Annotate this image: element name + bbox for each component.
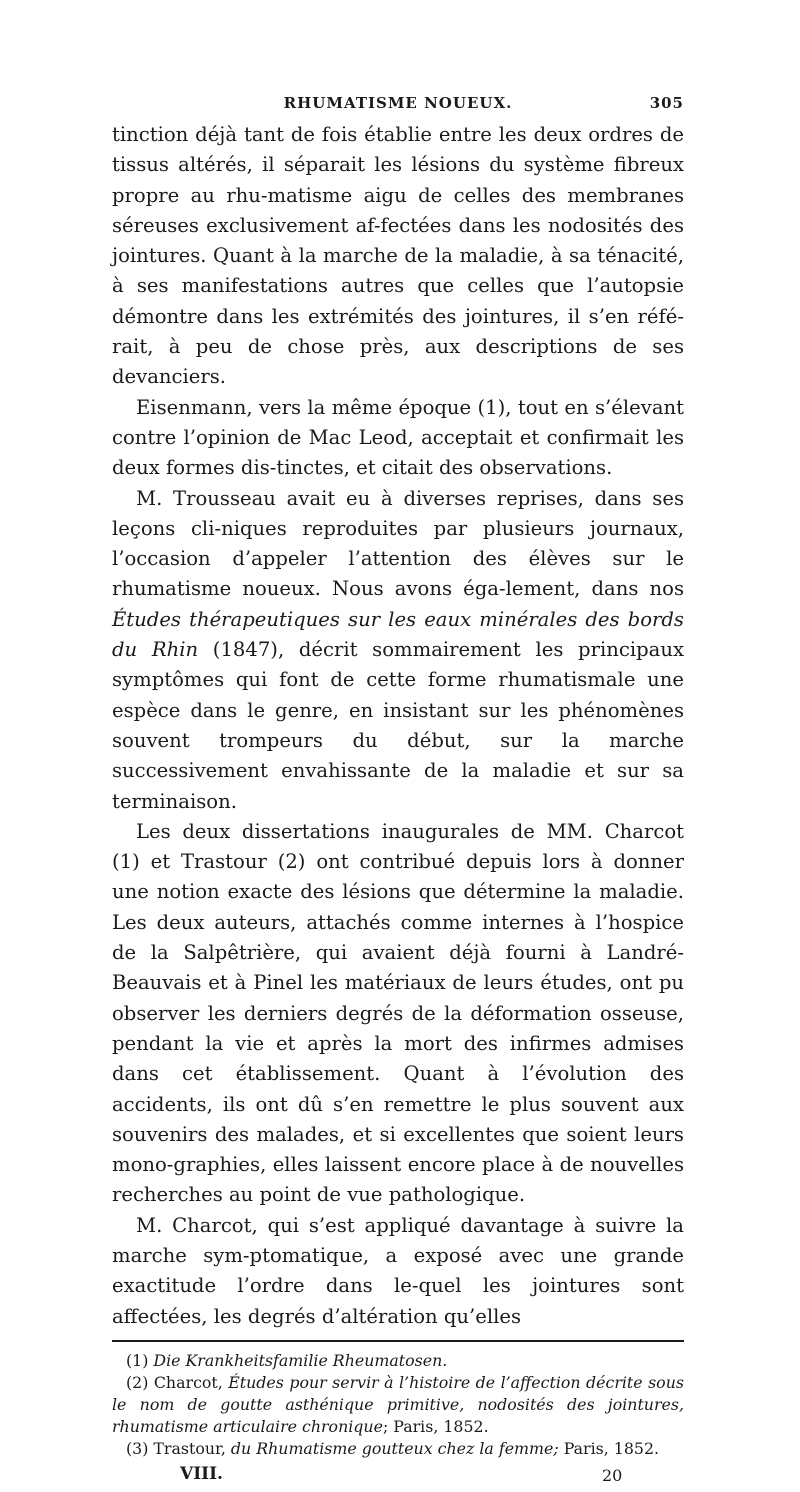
text-run: (1)	[126, 1350, 154, 1370]
text-run: M. Charcot, qui s’est appliqué davantage à suivre la marche sym-ptomatique, a exposé avec une grande exactitude l’ordre dans le-quel les jointures sont affectées, les degrés d’altération qu’elles	[112, 1213, 684, 1328]
text-run: Les deux dissertations inaugurales de MM. Charcot (1) et Trastour (2) ont contribué depuis lors à donner une notion exacte des lésions que détermine la maladie. Les deux auteurs, attachés comme internes à l’hospice de la Salpêtrière, qui avaient déjà fourni à Landré-Beauvais et à Pinel les matériaux de leurs études, ont pu observer les derniers degrés de la déformation osseuse, pendant la vie et après la mort des infirmes admises dans cet établissement. Quant à l’évolution des accidents, ils ont dû s’en remettre le plus souvent aux souvenirs des malades, et si excellentes que soient leurs mono-graphies, elles laissent encore place à de nouvelles recherches au point de vue pathologique.	[112, 819, 684, 1207]
text-run: ; Paris, 1852.	[382, 1416, 489, 1436]
footnotes	[112, 1350, 684, 1460]
text-run: (3) Trastour,	[126, 1438, 231, 1458]
page-number: 305	[649, 94, 684, 112]
book-page	[112, 94, 684, 1492]
volume-signature: VIII.	[180, 1463, 223, 1484]
footnote	[112, 1350, 684, 1372]
paragraph	[112, 1211, 684, 1332]
signature-line	[112, 1462, 684, 1492]
footnote-rule	[112, 1340, 684, 1342]
text-run: Paris, 1852.	[558, 1438, 660, 1458]
italic-text: du Rhumatisme goutteux chez la femme;	[230, 1438, 559, 1458]
text-run: Eisenmann, vers la même époque (1), tout en s’élevant contre l’opinion de Mac Leod, acceptait et confirmait les deux formes dis-tinctes, et citait des observations.	[112, 395, 684, 480]
italic-text: Études pour servir à l’histoire de l’affection décrite sous le nom de goutte asthénique primitive, nodosités des jointures, rhumatisme articulaire chronique	[112, 1372, 684, 1436]
text-run: tinction déjà tant de fois établie entre les deux ordres de tissus altérés, il séparait les lésions du système fibreux propre au rhu-matisme aigu de celles des membranes séreuses exclusivement af-fectées dans les nodosités des jointures. Quant à la marche de la maladie, à sa ténacité, à ses manifestations autres que celles que l’autopsie démontre dans les extrémités des jointures, il s’en réfé-rait, à peu de chose près, aux descriptions de ses devanciers.	[112, 123, 684, 389]
running-head	[112, 94, 684, 120]
text-run: M. Trousseau avait eu à diverses reprises, dans ses leçons cli-niques reproduites par plusieurs journaux, l’occasion d’appeler l’attention des élèves sur le rhumatisme noueux. Nous avons éga-lement, dans nos	[112, 486, 684, 601]
italic-text: Die Krankheitsfamilie Rheumatosen.	[153, 1350, 448, 1370]
paragraph	[112, 120, 684, 393]
text-run: (2) Charcot,	[126, 1372, 229, 1392]
paragraph	[112, 817, 684, 1211]
text-run: (1847), décrit sommairement les principaux symptômes qui font de cette forme rhumatismale une espèce dans le genre, en insistant sur les phénomènes souvent trompeurs du début, sur la marche successivement envahissante de la maladie et sur sa terminaison.	[112, 638, 684, 813]
footnote	[112, 1438, 684, 1460]
paragraph	[112, 393, 684, 484]
body-text	[112, 120, 684, 1332]
italic-text: Études thérapeutiques sur les eaux minérales des bords du Rhin	[112, 607, 684, 662]
footnote	[112, 1372, 684, 1438]
paragraph	[112, 484, 684, 817]
sheet-number: 20	[602, 1465, 623, 1485]
running-title: RHUMATISME NOUEUX.	[283, 94, 513, 112]
